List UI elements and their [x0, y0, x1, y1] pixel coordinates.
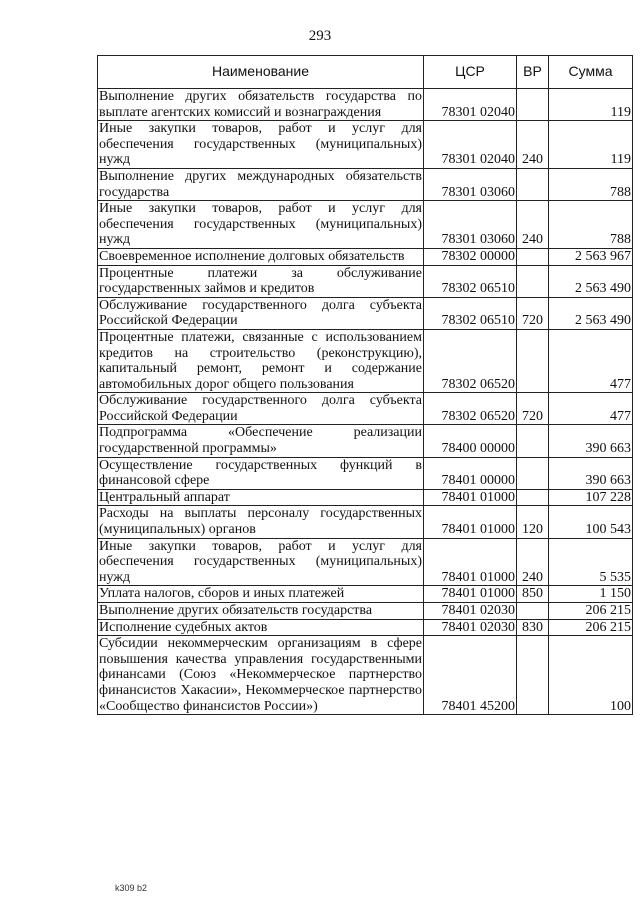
table-row	[98, 586, 633, 603]
cell-sum: 1 150	[549, 586, 633, 603]
cell-name: Иные закупки товаров, работ и услуг для обеспечения государственных (муниципальных) нужд	[99, 121, 422, 168]
table-row	[98, 425, 633, 457]
cell-csr: 78301 02040	[424, 121, 517, 169]
header-name: Наименование	[98, 56, 424, 89]
cell-vr	[517, 265, 549, 297]
cell-sum: 5 535	[549, 538, 633, 586]
table-row	[98, 121, 633, 169]
cell-name: Процентные платежи, связанные с использованием кредитов на строительство (реконструкцию), капитальный ремонт, ремонт и содержание автомобильных дорог общего пользования	[99, 329, 422, 392]
cell-vr	[517, 329, 549, 392]
cell-name: Иные закупки товаров, работ и услуг для обеспечения государственных (муниципальных) нужд	[99, 201, 422, 248]
cell-csr: 78302 06510	[424, 265, 517, 297]
cell-name: Процентные платежи за обслуживание государственных займов и кредитов	[99, 265, 422, 297]
cell-csr: 78401 01000	[424, 538, 517, 586]
cell-sum: 119	[549, 121, 633, 169]
cell-csr: 78401 45200	[424, 636, 517, 715]
table-row	[98, 457, 633, 489]
cell-name: Своевременное исполнение долговых обязательств	[98, 248, 424, 265]
table-row	[98, 297, 633, 329]
cell-sum: 2 563 967	[549, 248, 633, 265]
cell-sum: 477	[549, 393, 633, 425]
table-row	[98, 636, 633, 715]
table-row	[98, 168, 633, 200]
cell-csr: 78401 02030	[424, 619, 517, 636]
cell-vr	[517, 425, 549, 457]
cell-csr: 78301 02040	[424, 89, 517, 121]
cell-vr: 240	[517, 538, 549, 586]
table-row	[98, 506, 633, 538]
header-vr: ВР	[517, 56, 549, 89]
cell-sum: 206 215	[549, 619, 633, 636]
cell-vr	[517, 603, 549, 620]
cell-vr: 720	[517, 393, 549, 425]
cell-vr: 240	[517, 121, 549, 169]
cell-name: Субсидии некоммерческим организациям в сфере повышения качества управления государственными финансами (Союз «Некоммерческое партнерство финансистов Хакасии», Некоммерческое партнерство «Сообщество финансистов России»)	[99, 636, 422, 714]
cell-csr: 78302 06520	[424, 329, 517, 392]
cell-sum: 390 663	[549, 457, 633, 489]
cell-name: Выполнение других обязательств государства по выплате агентских комиссий и вознаграждения	[99, 89, 422, 120]
table-row	[98, 329, 633, 392]
table-row	[98, 603, 633, 620]
cell-name: Подпрограмма «Обеспечение реализации государственной программы»	[99, 425, 422, 457]
cell-sum: 2 563 490	[549, 297, 633, 329]
cell-name: Обслуживание государственного долга субъекта Российской Федерации	[99, 297, 422, 329]
cell-sum: 788	[549, 201, 633, 249]
cell-sum: 206 215	[549, 603, 633, 620]
cell-csr: 78301 03060	[424, 201, 517, 249]
cell-vr: 240	[517, 201, 549, 249]
table-row	[98, 248, 633, 265]
cell-name: Расходы на выплаты персоналу государственных (муниципальных) органов	[99, 506, 422, 538]
cell-vr	[517, 457, 549, 489]
cell-sum: 390 663	[549, 425, 633, 457]
cell-sum: 477	[549, 329, 633, 392]
cell-sum: 119	[549, 89, 633, 121]
cell-sum: 107 228	[549, 489, 633, 506]
cell-vr	[517, 636, 549, 715]
cell-vr: 850	[517, 586, 549, 603]
table-row	[98, 619, 633, 636]
cell-sum: 788	[549, 168, 633, 200]
cell-vr: 830	[517, 619, 549, 636]
table-row	[98, 489, 633, 506]
cell-csr: 78302 06510	[424, 297, 517, 329]
cell-name: Центральный аппарат	[98, 489, 424, 506]
table-row	[98, 538, 633, 586]
cell-name: Выполнение других обязательств государства	[98, 603, 424, 620]
cell-name: Исполнение судебных актов	[98, 619, 424, 636]
cell-csr: 78401 00000	[424, 457, 517, 489]
cell-vr	[517, 168, 549, 200]
table-header-row	[98, 56, 633, 89]
cell-csr: 78401 01000	[424, 506, 517, 538]
cell-csr: 78302 00000	[424, 248, 517, 265]
cell-name: Осуществление государственных функций в финансовой сфере	[99, 457, 422, 489]
table-row	[98, 265, 633, 297]
budget-table	[97, 55, 633, 715]
cell-csr: 78301 03060	[424, 168, 517, 200]
cell-vr	[517, 489, 549, 506]
page-number: 293	[308, 28, 332, 44]
cell-csr: 78401 01000	[424, 489, 517, 506]
table-row	[98, 201, 633, 249]
table-row	[98, 89, 633, 121]
cell-sum: 100 543	[549, 506, 633, 538]
cell-csr: 78401 02030	[424, 603, 517, 620]
header-csr: ЦСР	[424, 56, 517, 89]
cell-sum: 100	[549, 636, 633, 715]
cell-name: Иные закупки товаров, работ и услуг для обеспечения государственных (муниципальных) нужд	[99, 538, 422, 585]
table-row	[98, 393, 633, 425]
cell-csr: 78401 01000	[424, 586, 517, 603]
cell-sum: 2 563 490	[549, 265, 633, 297]
cell-vr	[517, 248, 549, 265]
cell-vr: 120	[517, 506, 549, 538]
cell-csr: 78400 00000	[424, 425, 517, 457]
header-sum: Сумма	[549, 56, 633, 89]
cell-name: Обслуживание государственного долга субъекта Российской Федерации	[99, 393, 422, 424]
footer-code: k309 b2	[115, 883, 148, 893]
cell-vr: 720	[517, 297, 549, 329]
cell-csr: 78302 06520	[424, 393, 517, 425]
cell-vr	[517, 89, 549, 121]
cell-name: Уплата налогов, сборов и иных платежей	[98, 586, 424, 603]
cell-name: Выполнение других международных обязательств государства	[99, 168, 422, 200]
